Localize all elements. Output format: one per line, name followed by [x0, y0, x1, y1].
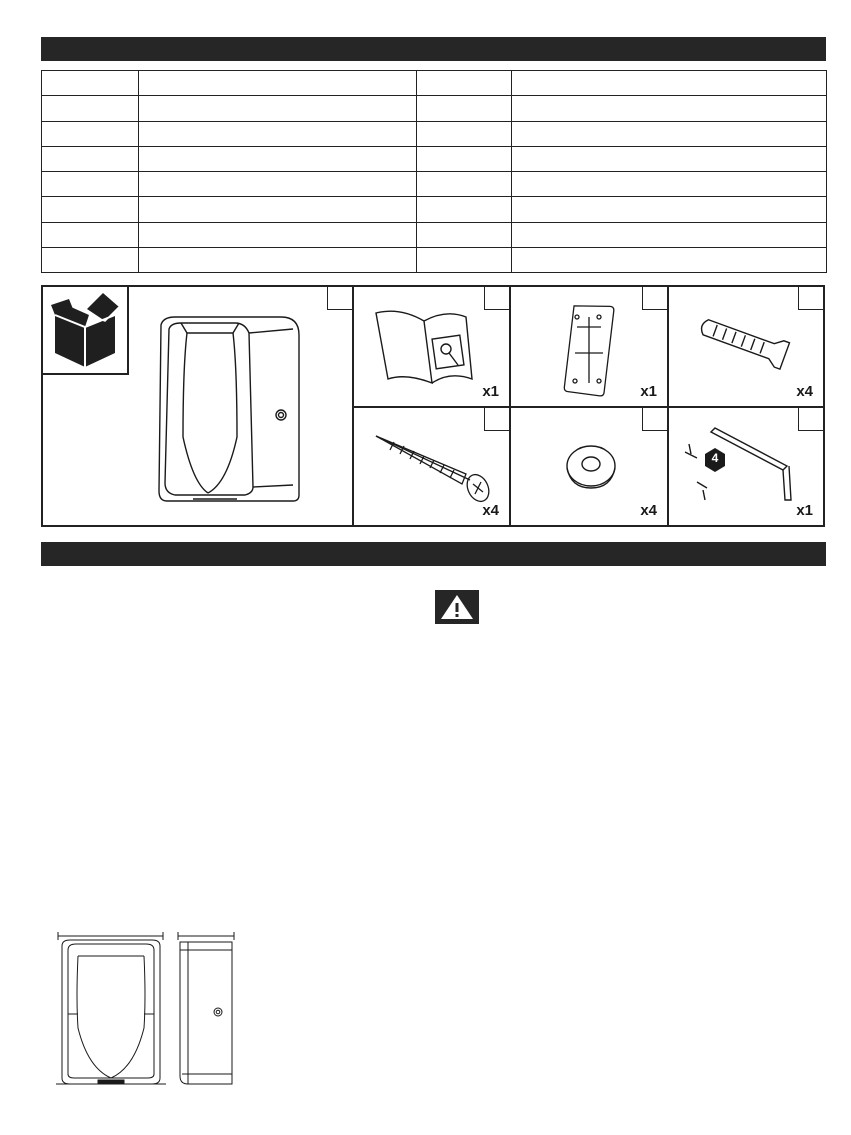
spec-cell — [139, 71, 417, 96]
warning-icon — [435, 590, 479, 624]
spec-cell — [512, 121, 827, 146]
warning-badge — [435, 590, 479, 624]
dimension-drawings — [48, 928, 248, 1093]
spec-table — [41, 70, 827, 273]
part-manual — [354, 287, 511, 408]
spec-cell — [42, 96, 139, 121]
spec-cell — [512, 71, 827, 96]
spec-cell — [417, 96, 512, 121]
parts-section-title — [41, 41, 51, 56]
spec-row — [42, 222, 827, 247]
install-section-header — [41, 542, 826, 566]
spec-row — [42, 247, 827, 272]
part-hex-key — [669, 408, 823, 525]
spec-cell — [42, 247, 139, 272]
part-screw — [354, 408, 511, 525]
hex-size-label: 4 — [711, 451, 719, 465]
spec-cell — [42, 71, 139, 96]
spec-row — [42, 172, 827, 197]
spec-row — [42, 96, 827, 121]
spec-cell — [139, 222, 417, 247]
spec-row — [42, 71, 827, 96]
spec-cell — [417, 222, 512, 247]
install-section-title — [41, 546, 51, 561]
spec-cell — [42, 222, 139, 247]
spec-cell — [139, 197, 417, 222]
part-qty: x4 — [482, 502, 499, 519]
spec-cell — [139, 146, 417, 171]
part-template — [511, 287, 669, 408]
spec-cell — [42, 121, 139, 146]
part-qty: x1 — [796, 502, 813, 519]
spec-cell — [512, 247, 827, 272]
spec-cell — [512, 96, 827, 121]
spec-cell — [417, 121, 512, 146]
spec-cell — [512, 222, 827, 247]
part-dispenser — [43, 287, 354, 525]
spec-cell — [512, 172, 827, 197]
spec-cell — [42, 172, 139, 197]
part-qty: x1 — [640, 383, 657, 400]
part-qty: x1 — [482, 383, 499, 400]
spec-cell — [417, 71, 512, 96]
spec-row — [42, 146, 827, 171]
spec-cell — [42, 197, 139, 222]
spec-cell — [139, 121, 417, 146]
part-wall-anchor — [669, 287, 823, 408]
spec-cell — [512, 197, 827, 222]
spec-cell — [417, 247, 512, 272]
spec-cell — [512, 146, 827, 171]
open-box-icon — [43, 287, 127, 373]
spec-cell — [139, 172, 417, 197]
part-qty: x4 — [640, 502, 657, 519]
spec-row — [42, 121, 827, 146]
spec-cell — [139, 96, 417, 121]
part-qty: x4 — [796, 383, 813, 400]
spec-cell — [417, 146, 512, 171]
spec-cell — [139, 247, 417, 272]
part-washer — [511, 408, 669, 525]
spec-cell — [417, 172, 512, 197]
spec-cell — [417, 197, 512, 222]
spec-row — [42, 197, 827, 222]
spec-cell — [42, 146, 139, 171]
parts-section-header — [41, 37, 826, 61]
parts-grid — [41, 285, 825, 527]
box-badge — [43, 287, 129, 375]
part-tag — [327, 286, 353, 310]
